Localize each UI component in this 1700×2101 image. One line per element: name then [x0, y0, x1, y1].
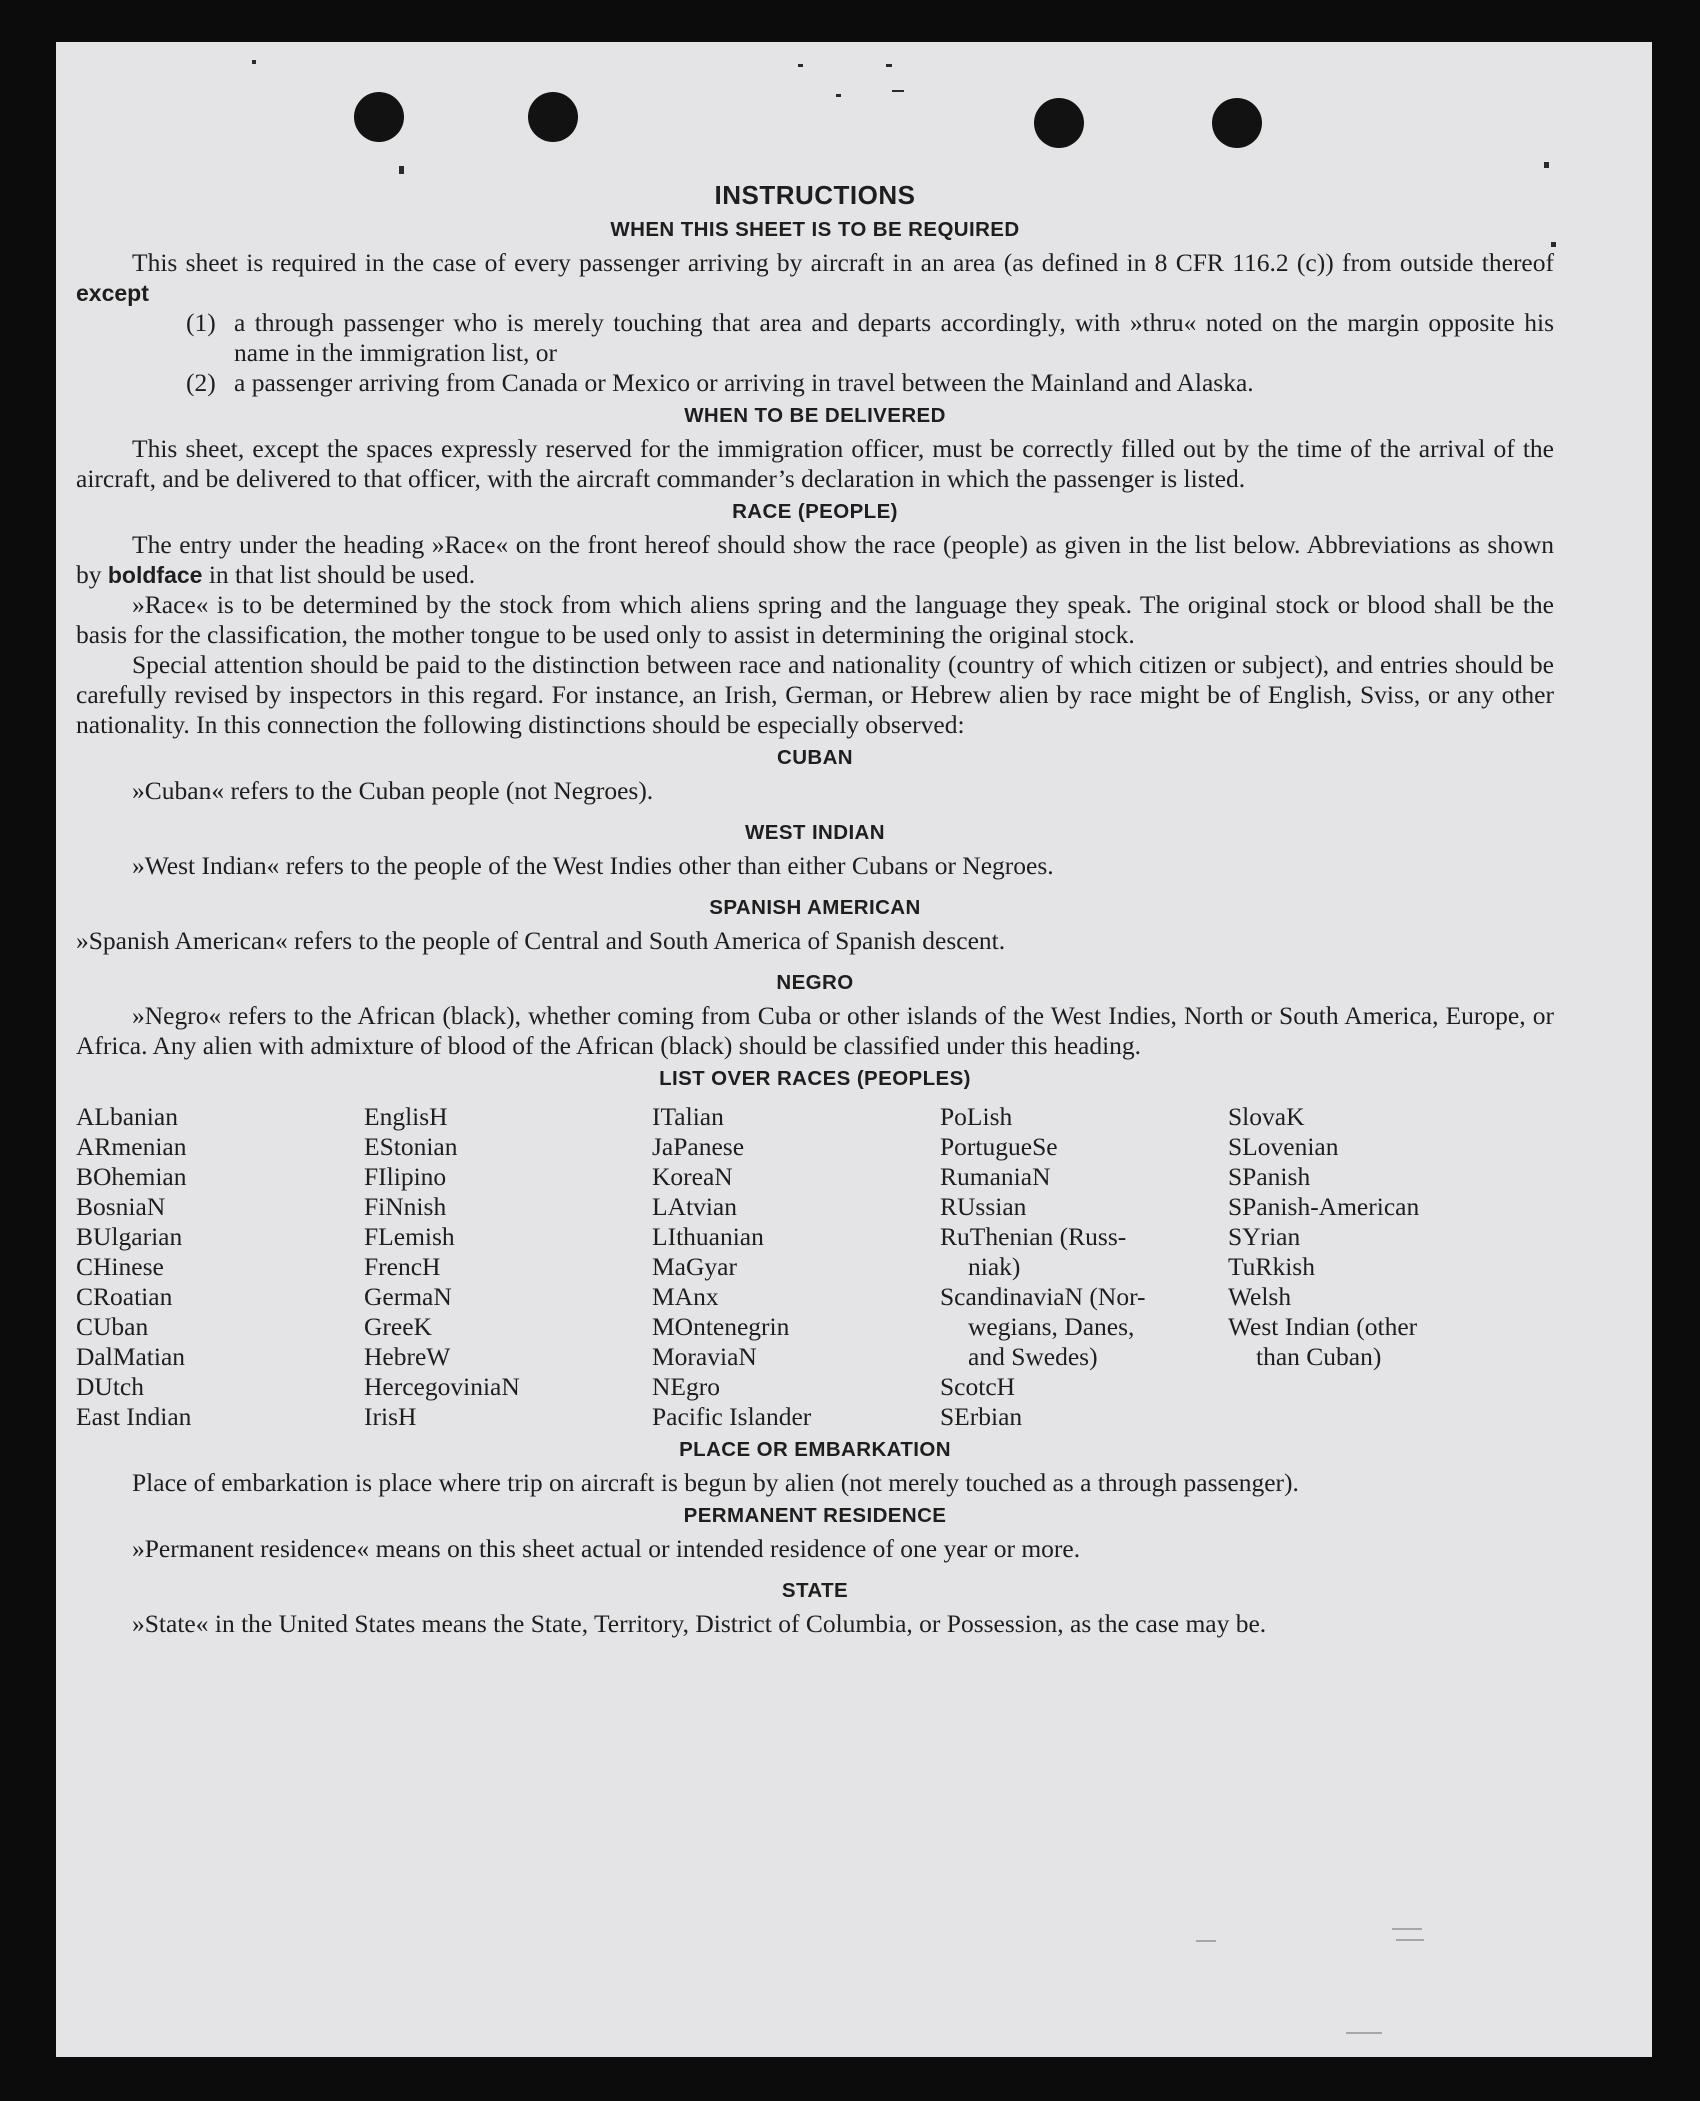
race-entry: niak)	[968, 1252, 1021, 1281]
section-heading: CUBAN	[776, 746, 854, 769]
section-paragraph: »State« in the United States means the State, Territory, District of Columbia, or Possession, as the case may be.	[132, 1609, 1267, 1638]
speck-mark	[1396, 1939, 1424, 1941]
race-entry: HercegoviniaN	[364, 1372, 520, 1401]
speck-mark	[1544, 162, 1549, 168]
race-entry: CRoatian	[76, 1282, 173, 1311]
punch-hole	[354, 92, 404, 142]
page-title: INSTRUCTIONS	[714, 180, 916, 210]
race-entry: West Indian (other	[1228, 1312, 1418, 1341]
race-entry: RumaniaN	[940, 1162, 1051, 1191]
instructions-content	[76, 178, 1554, 1639]
speck-mark	[1196, 1940, 1216, 1942]
section-paragraph: Special attention should be paid to the distinction between race and nationality (country of which citizen or subject), and entries should be carefully revised by inspectors in this regard. For instance, an Irish, German, or Hebrew alien by race might be of English, Sviss, or any other nationality. In this connection the following distinctions should be especially observed:	[76, 650, 1554, 739]
race-entry: SPanish-American	[1228, 1192, 1420, 1221]
section-paragraph: »Race« is to be determined by the stock from which aliens spring and the language they speak. The original stock or blood shall be the basis for the classification, the mother tongue to be used only to assist in determining the original stock.	[76, 590, 1554, 649]
section-heading: WEST INDIAN	[745, 821, 885, 844]
race-entry: LIthuanian	[652, 1222, 764, 1251]
race-entry: TuRkish	[1228, 1252, 1315, 1281]
race-entry: FIlipino	[364, 1162, 447, 1191]
race-entry: NEgro	[652, 1372, 720, 1401]
race-entry: GreeK	[364, 1312, 432, 1341]
race-entry: SlovaK	[1228, 1102, 1305, 1131]
race-entry: MaGyar	[652, 1252, 737, 1281]
race-entry: IrisH	[364, 1402, 417, 1431]
race-entry: RUssian	[940, 1192, 1027, 1221]
list-item: (2) a passenger arriving from Canada or Mexico or arriving in travel between the Mainland and Alaska.	[186, 368, 1254, 397]
section-paragraph: The entry under the heading »Race« on the front hereof should show the race (people) as given in the list below. Abbreviations as shown by boldface in that list should be used.	[76, 530, 1554, 589]
race-entry: CUban	[76, 1312, 149, 1341]
section-heading: SPANISH AMERICAN	[709, 896, 921, 919]
section-heading: STATE	[781, 1579, 849, 1602]
section-paragraph: This sheet, except the spaces expressly reserved for the immigration officer, must be correctly filled out by the time of the arrival of the aircraft, and be delivered to that officer, with the aircraft commander’s declaration in which the passenger is listed.	[76, 434, 1554, 493]
race-entry: PortugueSe	[940, 1132, 1058, 1161]
section-heading: WHEN THIS SHEET IS TO BE REQUIRED	[610, 218, 1020, 241]
race-entry: MoraviaN	[652, 1342, 757, 1371]
race-entry: MAnx	[652, 1282, 719, 1311]
race-entry: CHinese	[76, 1252, 164, 1281]
section-paragraph: This sheet is required in the case of every passenger arriving by aircraft in an area (as defined in 8 CFR 116.2 (c)) from outside thereof except	[76, 248, 1554, 306]
punch-hole	[1212, 98, 1262, 148]
race-entry: FiNnish	[364, 1192, 447, 1221]
speck-mark	[798, 64, 803, 67]
document-page	[56, 42, 1652, 2057]
punch-hole	[1034, 98, 1084, 148]
section-paragraph: »Permanent residence« means on this sheet actual or intended residence of one year or more.	[132, 1534, 1081, 1563]
race-entry: DalMatian	[76, 1342, 186, 1371]
race-entry: RuThenian (Russ-	[940, 1222, 1127, 1251]
race-entry: ScandinaviaN (Nor-	[940, 1282, 1146, 1311]
section-paragraph: »West Indian« refers to the people of the West Indies other than either Cubans or Negroes.	[132, 851, 1054, 880]
race-entry: East Indian	[76, 1402, 192, 1431]
race-entry: SErbian	[940, 1402, 1023, 1431]
race-entry: DUtch	[76, 1372, 144, 1401]
race-entry: than Cuban)	[1256, 1342, 1382, 1371]
section-heading: RACE (PEOPLE)	[732, 500, 898, 523]
race-entry: BOhemian	[76, 1162, 187, 1191]
race-entry: GermaN	[364, 1282, 452, 1311]
section-paragraph: »Cuban« refers to the Cuban people (not Negroes).	[132, 776, 654, 805]
list-item: (1) a through passenger who is merely touching that area and departs accordingly, with »thru« noted on the margin opposite his name in the immigration list, or	[186, 308, 1554, 367]
race-entry: Pacific Islander	[652, 1402, 812, 1431]
race-entry: and Swedes)	[968, 1342, 1098, 1371]
race-column	[652, 1102, 940, 1432]
section-heading: PERMANENT RESIDENCE	[683, 1504, 947, 1527]
race-entry: PoLish	[940, 1102, 1013, 1131]
speck-mark	[1392, 1928, 1422, 1930]
section-paragraph: »Spanish American« refers to the people of Central and South America of Spanish descent.	[76, 926, 1006, 955]
race-list	[76, 1102, 1554, 1432]
race-entry: JaPanese	[652, 1132, 745, 1161]
race-column	[76, 1102, 364, 1432]
speck-mark	[836, 94, 841, 97]
race-entry: Welsh	[1228, 1282, 1292, 1311]
section-heading: LIST OVER RACES (PEOPLES)	[659, 1067, 971, 1090]
speck-mark	[1346, 2032, 1382, 2034]
speck-mark	[892, 90, 904, 92]
race-entry: wegians, Danes,	[968, 1312, 1135, 1341]
race-entry: LAtvian	[652, 1192, 737, 1221]
race-column	[364, 1102, 652, 1432]
race-entry: HebreW	[364, 1342, 451, 1371]
race-entry: BosniaN	[76, 1192, 166, 1221]
race-entry: KoreaN	[652, 1162, 733, 1191]
race-entry: SYrian	[1228, 1222, 1301, 1251]
race-column	[940, 1102, 1228, 1432]
race-entry: ITalian	[652, 1102, 724, 1131]
race-entry: MOntenegrin	[652, 1312, 790, 1341]
race-entry: FrencH	[364, 1252, 441, 1281]
section-paragraph: »Negro« refers to the African (black), whether coming from Cuba or other islands of the West Indies, North or South America, Europe, or Africa. Any alien with admixture of blood of the African (black) should be classified under this heading.	[76, 1001, 1554, 1060]
race-entry: SLovenian	[1228, 1132, 1339, 1161]
race-entry: EnglisH	[364, 1102, 448, 1131]
speck-mark	[399, 166, 404, 174]
punch-hole	[528, 92, 578, 142]
speck-mark	[886, 64, 892, 67]
speck-mark	[252, 60, 256, 64]
race-entry: BUlgarian	[76, 1222, 183, 1251]
race-entry: SPanish	[1228, 1162, 1311, 1191]
race-entry: ScotcH	[940, 1372, 1016, 1401]
section-heading: NEGRO	[776, 971, 854, 994]
race-entry: FLemish	[364, 1222, 455, 1251]
section-heading: PLACE OR EMBARKATION	[679, 1438, 951, 1461]
section-heading: WHEN TO BE DELIVERED	[684, 404, 946, 427]
section-paragraph: Place of embarkation is place where trip on aircraft is begun by alien (not merely touched as a through passenger).	[132, 1468, 1299, 1497]
race-entry: ARmenian	[76, 1132, 187, 1161]
race-entry: EStonian	[364, 1132, 458, 1161]
race-column	[1228, 1102, 1516, 1432]
race-entry: ALbanian	[76, 1102, 178, 1131]
